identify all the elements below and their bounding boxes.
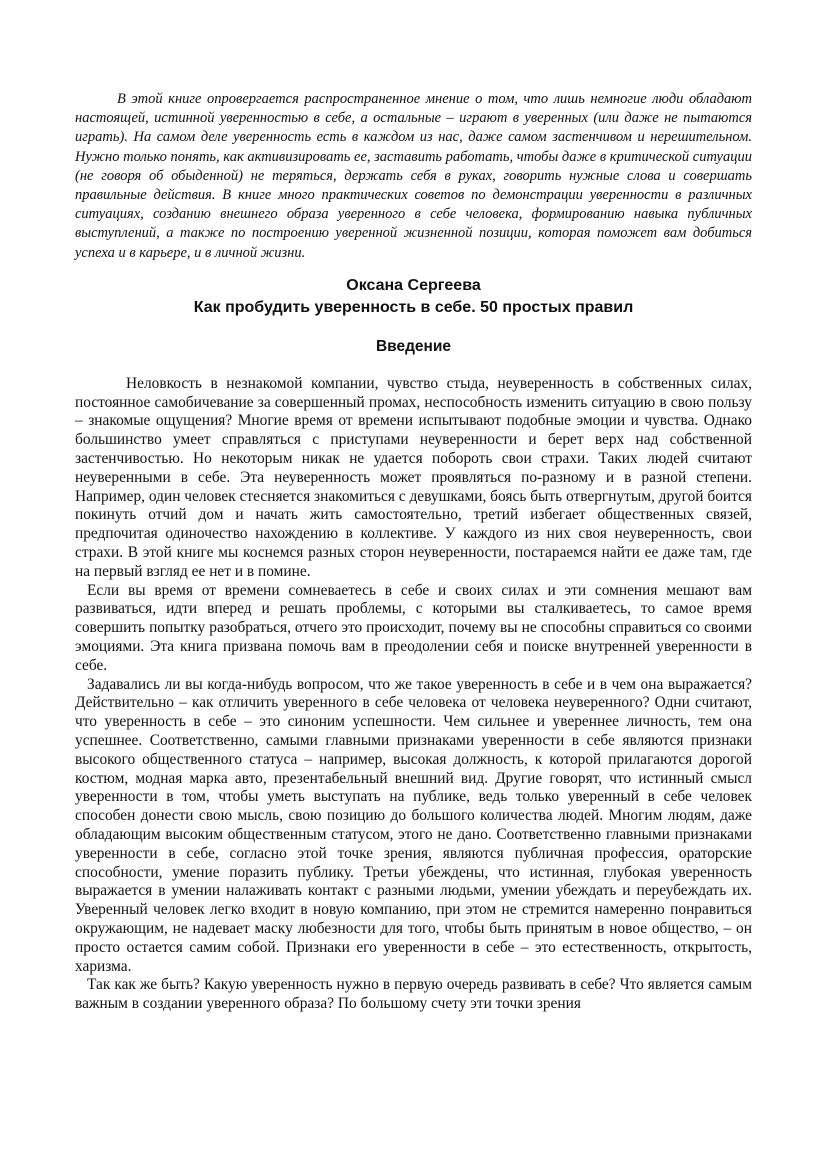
book-annotation: В этой книге опровергается распространенное мнение о том, что лишь немногие люди обладают настоящей, истинной уверенностью в себе, а остальные – играют в уверенных (или даже не пытаются играть). На самом деле уверенность есть в каждом из нас, даже самом застенчивом и нерешительном. Нужно только понять, как активизировать ее, заставить работать, чтобы даже в критической ситуации (не говоря об обыденной) не теряться, держать себя в руках, говорить нужные слова и совершать правильные действия. В книге много практических советов по демонстрации уверенности в различных ситуациях, созданию внешнего образа уверенного в себе человека, формированию навыка публичных выступлений, а также по построению уверенной жизненной позиции, которая поможет вам добиться успеха и в карьере, и в личной жизни.: [75, 91, 752, 261]
document-page: [75, 90, 752, 1014]
section-heading: Введение: [375, 337, 452, 355]
body-paragraph: Если вы время от времени сомневаетесь в себе и своих силах и эти сомнения мешают вам развиваться, идти вперед и решать проблемы, с которыми вы сталкиваетесь, то самое время совершить попытку разобраться, отчего это происходит, почему вы не способны справиться со своими эмоциями. Эта книга призвана помочь вам в преодолении себя и поиске внутренней уверенности в себе.: [75, 581, 752, 674]
body-paragraph: Неловкость в незнакомой компании, чувство стыда, неуверенность в собственных силах, постоянное самобичевание за совершенный промах, неспособность изменить ситуацию в свою пользу – знакомые ощущения? Многие время от времени испытывают подобные эмоции и чувства. Однако большинство умеет справляться с приступами неуверенности и берет верх над собственной застенчивостью. Но некоторым никак не удается побороть свои страхи. Таких людей считают неуверенными в себе. Эта неуверенность может проявляться по-разному и в разной степени. Например, один человек стесняется знакомиться с девушками, боясь быть отвергнутым, другой боится покинуть отчий дом и начать жить самостоятельно, третий избегает общественных связей, предпочитая одиночество нахождению в коллективе. У каждого из них своя неуверенность, свои страхи. В этой книге мы коснемся разных сторон неуверенности, постараемся найти ее даже там, где на первый взгляд ее нет и в помине.: [75, 374, 752, 580]
body-paragraph: Так как же быть? Какую уверенность нужно в первую очередь развивать в себе? Что является самым важным в создании уверенного образа? По большому счету эти точки зрения: [75, 976, 752, 1013]
body-paragraph: Задавались ли вы когда-нибудь вопросом, что же такое уверенность в себе и в чем она выражается? Действительно – как отличить уверенного в себе человека от человека неуверенного? Одни считают, что уверенность в себе – это синоним успешности. Чем сильнее и увереннее личность, тем она успешнее. Соответственно, самыми главными признаками уверенности в себе являются признаки высокого общественного статуса – например, высокая должность, к которой прилагаются дорогой костюм, модная марка авто, презентабельный внешний вид. Другие говорят, что истинный смысл уверенности в том, чтобы уметь выступать на публике, ведь только уверенный в себе человек способен донести свою мысль, свою позицию до большого количества людей. Многим людям, даже обладающим высоким общественным статусом, этого не дано. Соответственно главными признаками уверенности в себе, согласно этой точке зрения, являются публичная профессия, ораторские способности, умение поразить публику. Третьи убеждены, что истинная, глубокая уверенность выражается в умении налаживать контакт с разными людьми, умении убеждать и переубеждать их. Уверенный человек легко входит в новую компанию, при этом не стремится намеренно понравиться окружающим, не надевает маску любезности для того, чтобы быть принятым в новое общество, – он просто остается самим собой. Признаки его уверенности в себе – это естественность, открытость, харизма.: [75, 675, 752, 975]
author-name: Оксана Сергеева: [346, 276, 481, 294]
book-title: Как пробудить уверенность в себе. 50 простых правил: [193, 298, 634, 316]
